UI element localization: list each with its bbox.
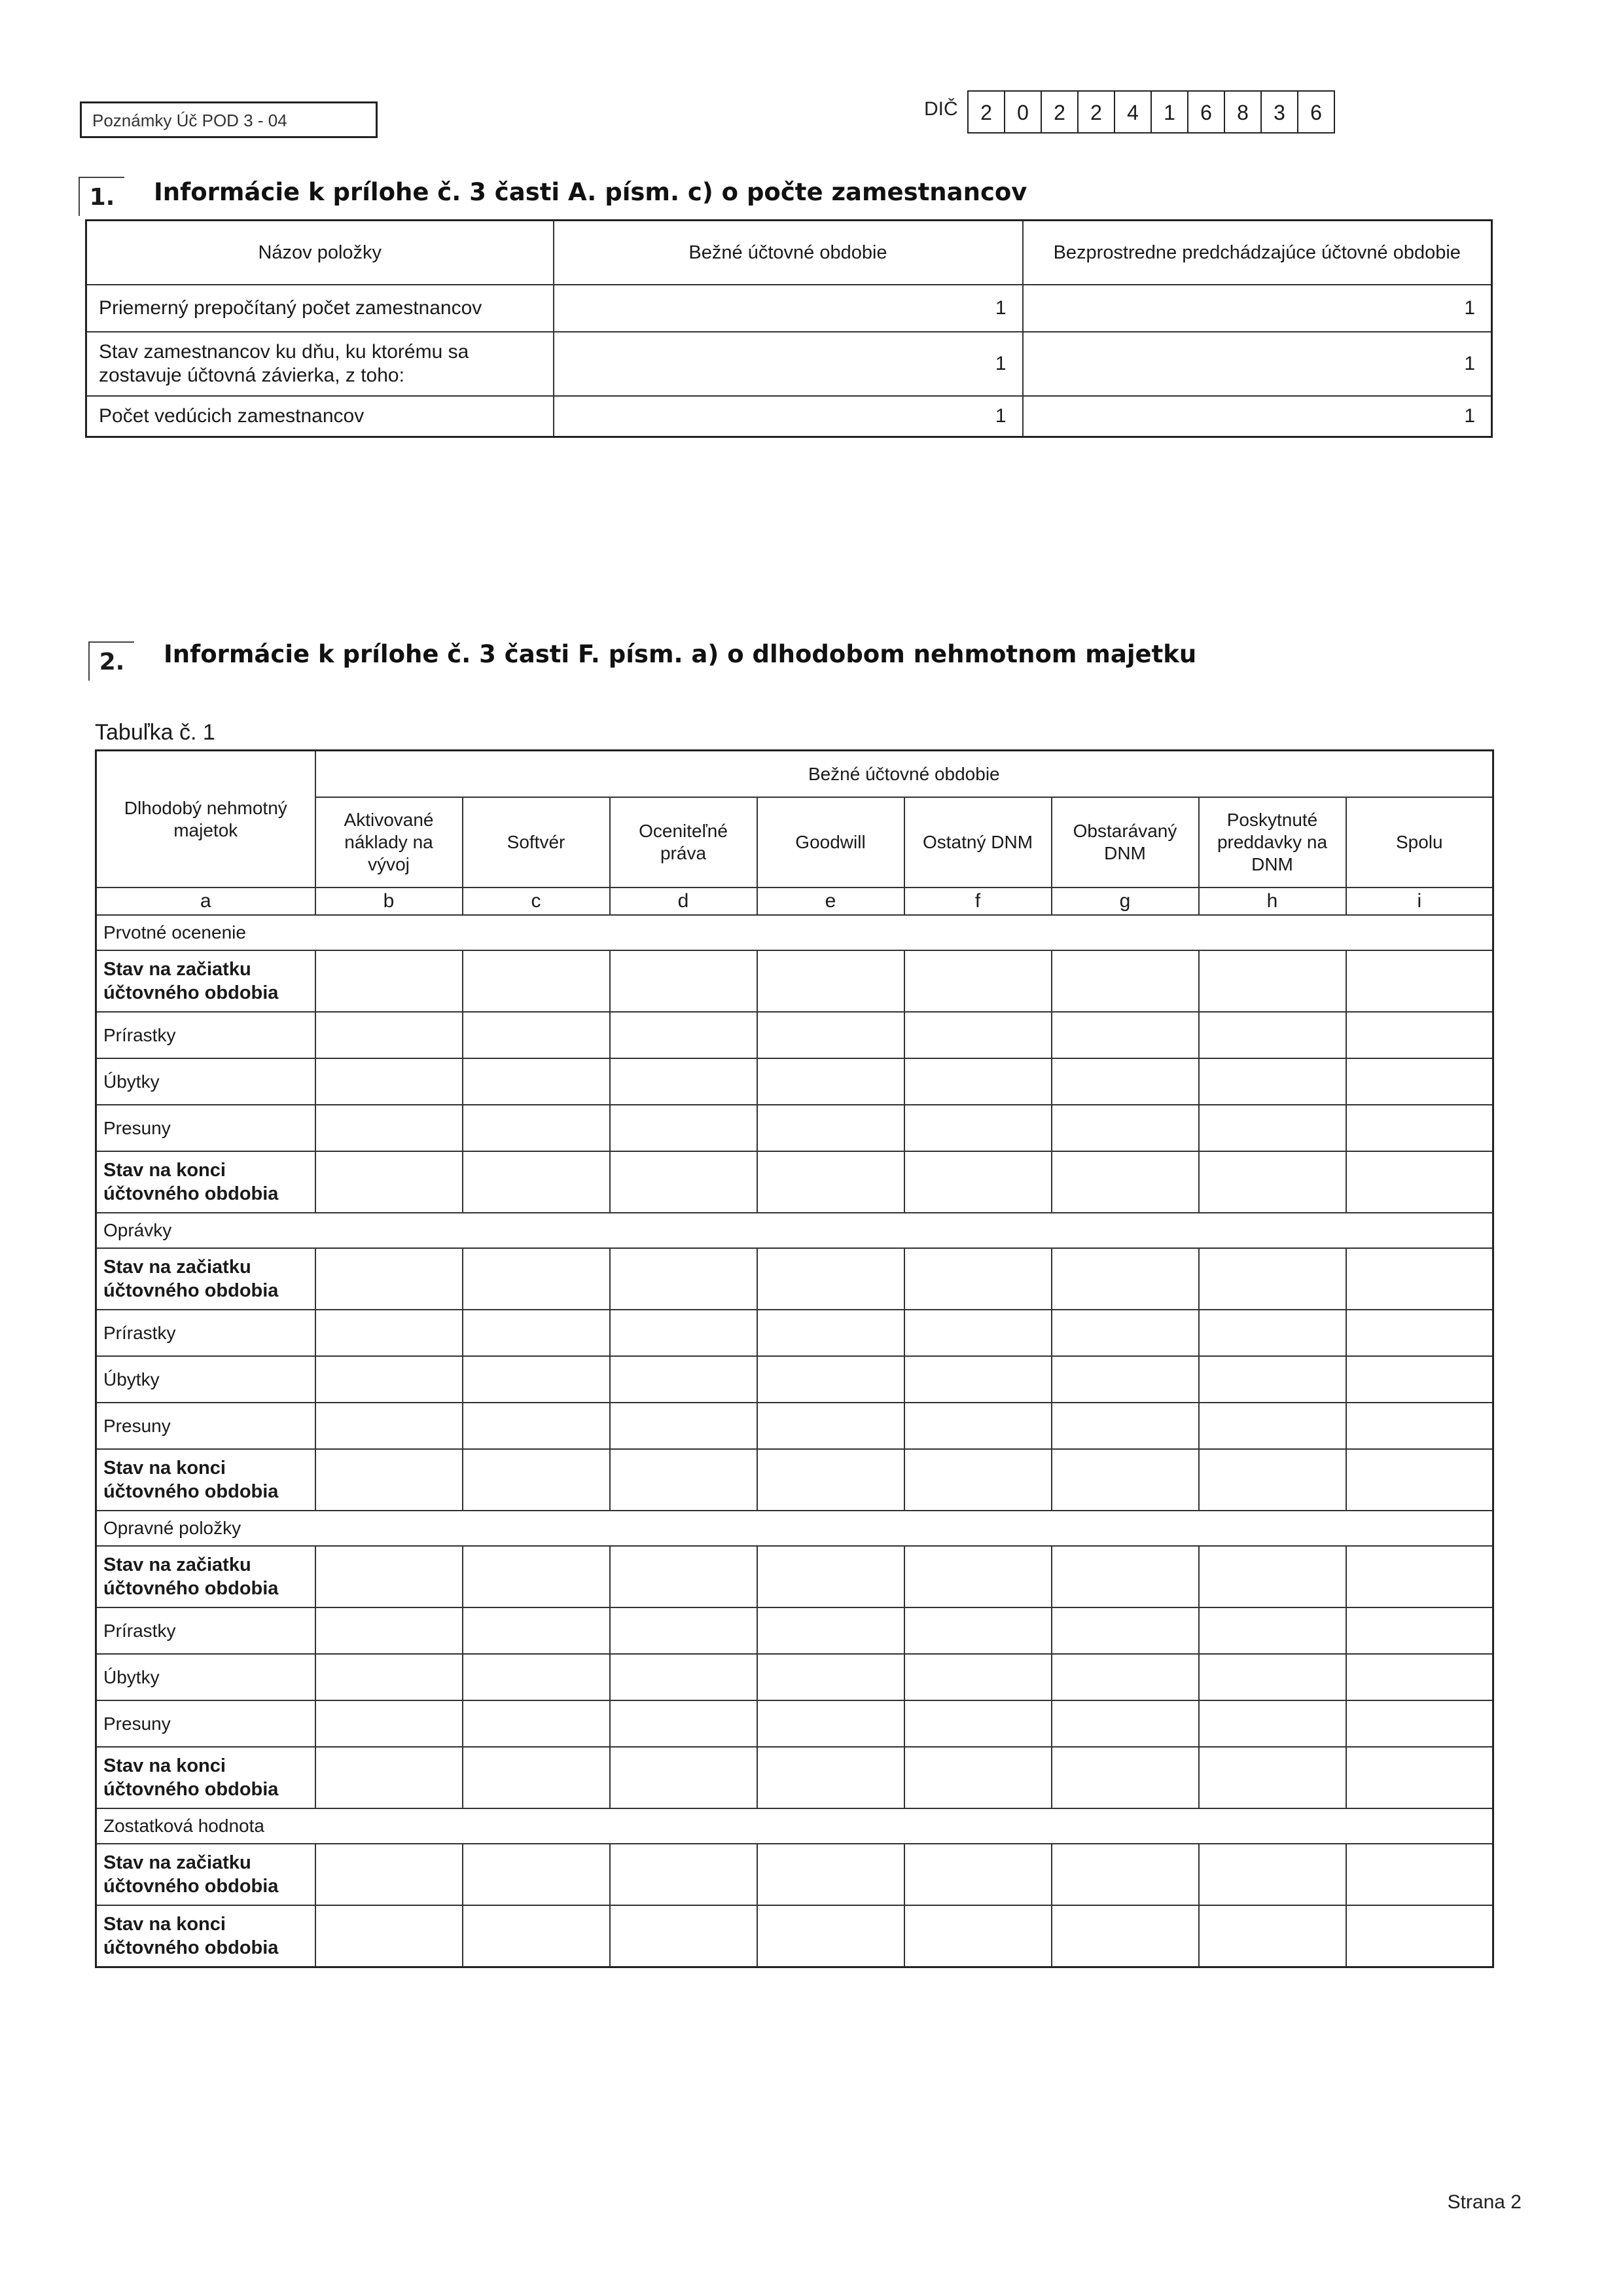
table-row <box>96 1248 1493 1310</box>
col-previous-period: Bezprostredne predchádzajúce účtovné obdobie <box>1023 221 1492 285</box>
section1-number: 1. <box>79 177 124 216</box>
col-item-name: Názov položky <box>86 221 554 285</box>
table-row <box>96 1747 1493 1808</box>
dic-digit: 2 <box>1077 90 1115 134</box>
dic-label: DIČ <box>924 98 958 120</box>
row-label: Presuny <box>96 1700 315 1747</box>
section1-title: Informácie k prílohe č. 3 časti A. písm. c) o počte zamestnancov <box>154 178 1027 206</box>
row-label: Stav na začiatku účtovného obdobia <box>96 1844 315 1905</box>
period-header-row <box>96 751 1493 798</box>
table-row <box>96 1151 1493 1213</box>
row-label: Úbytky <box>96 1356 315 1403</box>
group-label: Oprávky <box>96 1213 1493 1248</box>
period-header: Bežné účtovné obdobie <box>315 751 1493 798</box>
current-value: 1 <box>554 332 1023 396</box>
row-label: Prírastky <box>96 1607 315 1654</box>
row-label: Počet vedúcich zamestnancov <box>86 396 554 437</box>
row-header: Dlhodobý nehmotný majetok <box>96 751 315 888</box>
col-other-intangibles: Ostatný DNM <box>904 797 1052 888</box>
table-row <box>96 1403 1493 1449</box>
row-label: Stav na začiatku účtovného obdobia <box>96 1546 315 1607</box>
col-letter: i <box>1346 888 1493 915</box>
section2-title: Informácie k prílohe č. 3 časti F. písm. a) o dlhodobom nehmotnom majetku <box>164 640 1197 668</box>
previous-value: 1 <box>1023 396 1492 437</box>
dic-digit: 6 <box>1297 90 1335 134</box>
table-row <box>96 1449 1493 1511</box>
table-row <box>96 1105 1493 1151</box>
row-label: Prírastky <box>96 1012 315 1058</box>
group-row <box>96 1511 1493 1546</box>
col-valuable-rights: Oceniteľné práva <box>610 797 757 888</box>
table-row <box>96 1654 1493 1700</box>
table-caption: Tabuľka č. 1 <box>95 720 215 745</box>
col-letter: a <box>96 888 315 915</box>
current-value: 1 <box>554 396 1023 437</box>
col-total: Spolu <box>1346 797 1493 888</box>
page-number: Strana 2 <box>1447 2191 1522 2213</box>
previous-value: 1 <box>1023 332 1492 396</box>
row-label: Stav na začiatku účtovného obdobia <box>96 950 315 1012</box>
table-row <box>96 1310 1493 1356</box>
col-letter: g <box>1052 888 1199 915</box>
table-row <box>86 332 1492 396</box>
group-label: Zostatková hodnota <box>96 1808 1493 1844</box>
dic-digit: 1 <box>1150 90 1188 134</box>
dic-digit: 2 <box>967 90 1005 134</box>
col-goodwill: Goodwill <box>757 797 904 888</box>
col-letter: f <box>904 888 1052 915</box>
table-row <box>96 1546 1493 1607</box>
row-label: Priemerný prepočítaný počet zamestnancov <box>86 285 554 332</box>
employees-table-header <box>86 221 1492 285</box>
col-letter: d <box>610 888 757 915</box>
row-label: Presuny <box>96 1403 315 1449</box>
group-row <box>96 1808 1493 1844</box>
table-row <box>86 285 1492 332</box>
col-acquired-intangibles: Obstarávaný DNM <box>1052 797 1199 888</box>
table-row <box>86 396 1492 437</box>
section2-number: 2. <box>88 641 134 681</box>
group-label: Opravné položky <box>96 1511 1493 1546</box>
form-id: Poznámky Úč POD 3 - 04 <box>92 111 287 130</box>
table-row <box>96 950 1493 1012</box>
employees-table <box>85 219 1493 438</box>
col-letter: c <box>463 888 610 915</box>
row-label: Stav na konci účtovného obdobia <box>96 1905 315 1967</box>
row-label: Úbytky <box>96 1058 315 1105</box>
table-row <box>96 1700 1493 1747</box>
table-row <box>96 1905 1493 1967</box>
col-software: Softvér <box>463 797 610 888</box>
dic-digit: 6 <box>1187 90 1225 134</box>
col-development-costs: Aktivované náklady na vývoj <box>315 797 463 888</box>
group-label: Prvotné ocenenie <box>96 915 1493 950</box>
col-letter: h <box>1199 888 1346 915</box>
table-row <box>96 1844 1493 1905</box>
table-row <box>96 1012 1493 1058</box>
table-row <box>96 1058 1493 1105</box>
dic-digit: 4 <box>1114 90 1152 134</box>
intangible-assets-table <box>95 749 1494 1968</box>
row-label: Stav na konci účtovného obdobia <box>96 1449 315 1511</box>
row-label: Stav na konci účtovného obdobia <box>96 1151 315 1213</box>
dic-digit: 8 <box>1224 90 1262 134</box>
dic-digit: 3 <box>1260 90 1298 134</box>
row-label: Úbytky <box>96 1654 315 1700</box>
row-label: Presuny <box>96 1105 315 1151</box>
previous-value: 1 <box>1023 285 1492 332</box>
row-label: Stav na začiatku účtovného obdobia <box>96 1248 315 1310</box>
col-letter: b <box>315 888 463 915</box>
group-row <box>96 915 1493 950</box>
current-value: 1 <box>554 285 1023 332</box>
row-label: Prírastky <box>96 1310 315 1356</box>
table-row <box>96 1356 1493 1403</box>
form-id-box <box>80 101 378 138</box>
row-label: Stav na konci účtovného obdobia <box>96 1747 315 1808</box>
dic-digit: 0 <box>1004 90 1042 134</box>
table-row <box>96 1607 1493 1654</box>
col-letter: e <box>757 888 904 915</box>
dic-digits <box>969 90 1335 134</box>
col-advances: Poskytnuté preddavky na DNM <box>1199 797 1346 888</box>
col-current-period: Bežné účtovné obdobie <box>554 221 1023 285</box>
column-letters-row <box>96 888 1493 915</box>
dic-digit: 2 <box>1041 90 1079 134</box>
group-row <box>96 1213 1493 1248</box>
row-label: Stav zamestnancov ku dňu, ku ktorému sa zostavuje účtovná závierka, z toho: <box>86 332 554 396</box>
